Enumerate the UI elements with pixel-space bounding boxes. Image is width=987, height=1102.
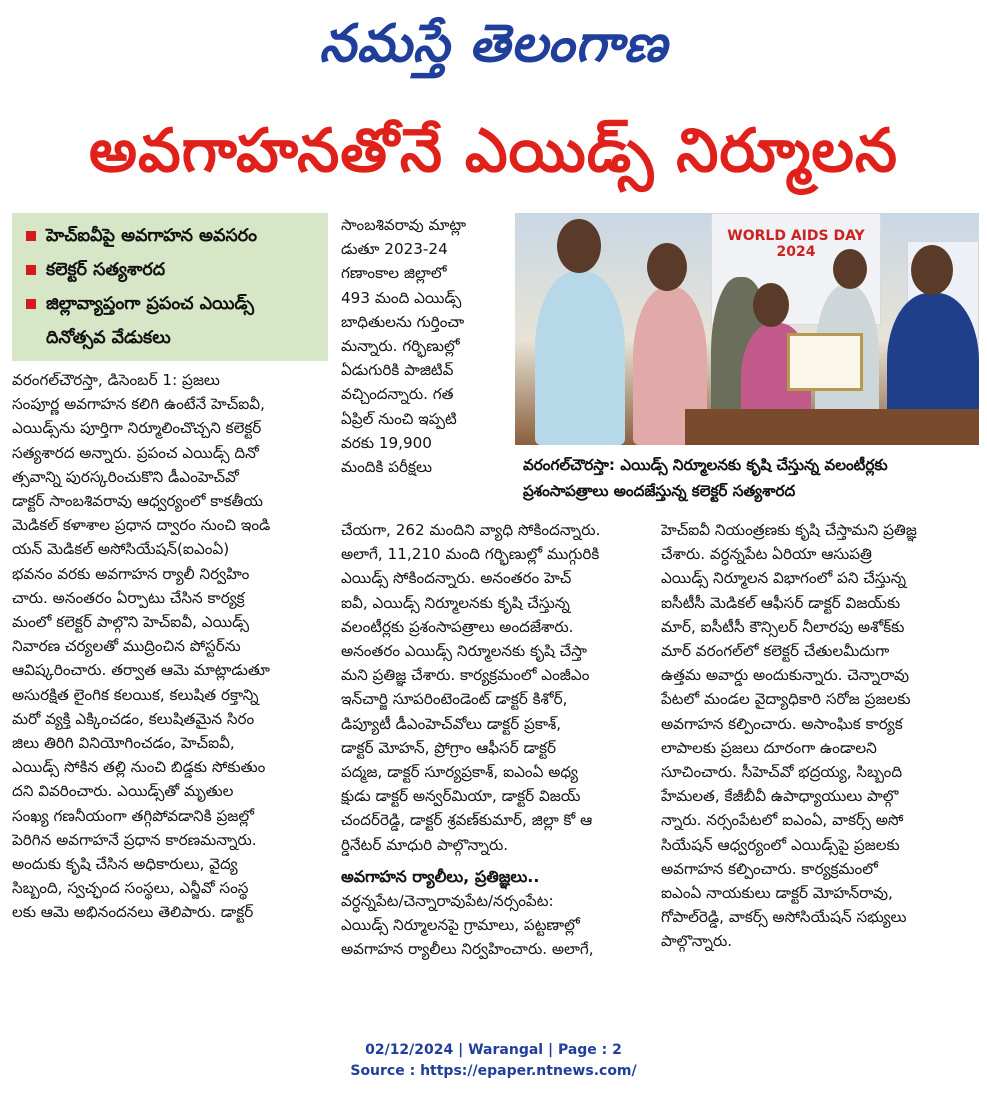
text-line: సంఖ్య గణనీయంగా తగ్గిపోవడానికి ప్రజల్లో bbox=[12, 806, 254, 825]
text-line: అలాగే, 11,210 మంది గర్భిణుల్లో ముగ్గురికి bbox=[341, 545, 600, 564]
text-line: ఐసీటీసీ మెడికల్ ఆఫీసర్ డాక్టర్ విజయ్‌కు bbox=[661, 593, 901, 612]
text-line: ఐఎంఏ నాయకులు డాక్టర్ మోహన్‌రావు, bbox=[661, 884, 893, 903]
text-line: డాక్టర్ సాంబశివరావు ఆధ్వర్యంలో కాకతీయ bbox=[12, 492, 263, 511]
text-line: డాక్టర్ మోహన్, ప్రోగ్రాం ఆఫీసర్ డాక్టర్ bbox=[341, 738, 557, 757]
bullet-icon bbox=[26, 299, 36, 309]
text-line: సూచించారు. సీహెచ్‌వో భద్రయ్య, సిబ్బంది bbox=[661, 763, 903, 782]
text-line: చారు. అనంతరం ఏర్పాటు చేసిన కార్యక్ర bbox=[12, 588, 245, 607]
text-line: మంలో కలెక్టర్ పాల్గొని హెచ్ఐవీ, ఎయిడ్స్ bbox=[12, 613, 250, 632]
text-line: దని వివరించారు. ఎయిడ్స్‌తో మృతుల bbox=[12, 782, 234, 801]
text-line: ఉత్తమ అవార్డు అందుకున్నారు. చెన్నారావు bbox=[661, 666, 910, 685]
text-line: క్షుడు డాక్టర్ అన్వర్‌మియా, డాక్టర్ విజయ్ bbox=[341, 787, 581, 806]
text-line: ఆవిష్కరించారు. తర్వాత ఆమె మాట్లాడుతూ bbox=[12, 661, 270, 680]
text-line: గణాంకాల జిల్లాలో bbox=[341, 264, 447, 283]
text-line: ఐవీ, ఎయిడ్స్ నిర్మూలనకు కృషి చేస్తున్న bbox=[341, 593, 570, 612]
person-head bbox=[911, 245, 953, 295]
page-footer bbox=[0, 1040, 987, 1082]
text-line: పద్మజ, డాక్టర్ సూర్యప్రకాశ్, ఐఎంఏ అధ్య bbox=[341, 763, 578, 782]
highlight-item: హెచ్ఐవీపై అవగాహన అవసరం bbox=[26, 219, 320, 253]
text-line: అనంతరం ఎయిడ్స్ నిర్మూలనకు కృషి చేస్తా bbox=[341, 642, 587, 661]
text-line: అవగాహన కల్పించారు. అసాంఘిక కార్యక bbox=[661, 714, 903, 733]
article-column-3 bbox=[661, 518, 977, 954]
text-line: డుతూ 2023-24 bbox=[341, 240, 448, 259]
text-line: వర్ధన్నపేట/చెన్నారావుపేట/నర్సంపేట: bbox=[341, 892, 554, 911]
text-line: గోపాల్‌రెడ్డి, వాకర్స్ అసోసియేషన్ సభ్యులు bbox=[661, 908, 907, 927]
text-line: అందుకు కృషి చేసిన అధికారులు, వైద్య bbox=[12, 855, 238, 874]
article-headline: అవగాహనతోనే ఎయిడ్స్ నిర్మూలన bbox=[89, 116, 898, 186]
highlight-item: జిల్లావ్యాప్తంగా ప్రపంచ ఎయిడ్స్ bbox=[26, 287, 320, 321]
text-line: చేయగా, 262 మందిని వ్యాధి సోకిందన్నారు. bbox=[341, 521, 601, 539]
text-line: వచ్చిందన్నారు. గత bbox=[341, 385, 454, 404]
text-line: త్సవాన్ని పురస్కరించుకొని డీఎంహెచ్‌వో bbox=[12, 467, 239, 486]
text-line: లాపాలకు ప్రజలు దూరంగా ఉండాలని bbox=[661, 738, 877, 757]
article-column-2-top bbox=[341, 213, 504, 479]
text-line: పాల్గొన్నారు. bbox=[661, 932, 733, 951]
text-line: చందర్‌రెడ్డి, డాక్టర్ శ్రవణ్‌కుమార్, జిల్లా కో ఆ bbox=[341, 811, 593, 830]
text-line: యన్ మెడికల్ అసోసియేషన్(ఐఎంఏ) bbox=[12, 540, 230, 559]
event-photo bbox=[515, 213, 979, 445]
text-line: పెరిగిన అవగాహనే ప్రధాన కారణమన్నారు. bbox=[12, 830, 257, 849]
text-line: లకు ఆమె అభినందనలు తెలిపారు. డాక్టర్ bbox=[12, 903, 254, 922]
text-line: ఎయిడ్స్ సోకిందన్నారు. అనంతరం హెచ్ bbox=[341, 569, 572, 588]
text-line: పేటలో మండల వైద్యాధికారి సరోజ ప్రజలకు bbox=[661, 690, 911, 709]
text-line: అసురక్షిత లైంగిక కలయిక, కలుషిత రక్తాన్ని bbox=[12, 685, 259, 704]
highlight-item: కలెక్టర్ సత్యశారద bbox=[26, 253, 320, 287]
person-head bbox=[753, 283, 789, 327]
text-line: వరకు 19,900 bbox=[341, 433, 432, 452]
person-head bbox=[557, 219, 601, 273]
certificate bbox=[787, 333, 863, 391]
text-line: వలంటీర్లకు ప్రశంసాపత్రాలు అందజేశారు. bbox=[341, 617, 574, 636]
text-line: ఏడుగురికి పాజిటివ్ bbox=[341, 361, 454, 380]
text-line: ఎయిడ్స్ సోకిన తల్లి నుంచి బిడ్డకు సోకుతుం bbox=[12, 758, 266, 777]
text-line: ఇన్‌చార్జి సూపరింటెండెంట్ డాక్టర్ కిశోర్, bbox=[341, 690, 568, 709]
highlight-item-continued: దినోత్సవ వేడుకలు bbox=[46, 328, 171, 348]
text-line: మందికి పరీక్షలు bbox=[341, 458, 433, 477]
text-line: మార్ వరంగల్‌లో కలెక్టర్ చేతులమీదుగా bbox=[661, 642, 890, 661]
text-line: బాధితులను గుర్తించా bbox=[341, 312, 465, 331]
text-line: ఎయిడ్స్ నిర్మూలనపై గ్రామాలు, పట్టణాల్లో bbox=[341, 916, 580, 935]
article-column-1 bbox=[12, 368, 328, 925]
text-line: వరంగల్‌చౌరస్తా, డిసెంబర్ 1: ప్రజలు bbox=[12, 371, 220, 389]
text-line: ఎయిడ్స్‌ను పూర్తిగా నిర్మూలించొచ్చని కలెక్టర్ bbox=[12, 419, 262, 438]
text-line: న్నారు. నర్సంపేటలో ఐఎంఏ, వాకర్స్ అసో bbox=[661, 811, 904, 830]
text-line: అవగాహన ర్యాలీలు నిర్వహించారు. అలాగే, bbox=[341, 940, 594, 959]
bullet-icon bbox=[26, 231, 36, 241]
text-line: 493 మంది ఎయిడ్స్ bbox=[341, 288, 462, 307]
text-line: మెడికల్ కళాశాల ప్రధాన ద్వారం నుంచి ఇండి bbox=[12, 516, 271, 535]
banner-text: WORLD AIDS DAY 2024 bbox=[727, 228, 865, 260]
text-line: హేమలత, కేజీబీవీ ఉపాధ్యాయులు పాల్గొ bbox=[661, 787, 899, 806]
article-column-2 bbox=[341, 518, 652, 962]
highlights-box bbox=[12, 213, 328, 361]
text-line: జిలు తిరిగి వినియోగించడం, హెచ్ఐవీ, bbox=[12, 734, 235, 753]
text-line: హెచ్ఐవీ నియంత్రణకు కృషి చేస్తామని ప్రతిజ్ఞ bbox=[661, 521, 917, 539]
footer-source-line: Source : https://epaper.ntnews.com/ bbox=[350, 1063, 637, 1079]
subheading: అవగాహన ర్యాలీలు, ప్రతిజ్ఞలు.. bbox=[341, 866, 540, 886]
text-line: మన్నారు. గర్భిణుల్లో bbox=[341, 337, 460, 356]
table bbox=[685, 409, 979, 445]
person-figure bbox=[535, 271, 625, 445]
text-line: సియేషన్ ఆధ్వర్యంలో ఎయిడ్స్‌పై ప్రజలకు bbox=[661, 835, 900, 854]
person-head bbox=[833, 249, 867, 289]
text-line: మార్, ఐసీటీసీ కౌన్సిలర్ నీలారపు అశోక్‌కు bbox=[661, 617, 905, 636]
text-line: సత్యశారద అన్నారు. ప్రపంచ ఎయిడ్స్ దినో bbox=[12, 443, 259, 462]
text-line: సిబ్బంది, స్వచ్ఛంద సంస్థలు, ఎన్జీవో సంస్థ bbox=[12, 879, 249, 898]
text-line: డిప్యూటీ డీఎంహెచ్‌వోలు డాక్టర్ ప్రకాశ్, bbox=[341, 714, 562, 733]
text-line: మని ప్రతిజ్ఞ చేశారు. కార్యక్రమంలో ఎంజీఎం bbox=[341, 666, 590, 685]
text-line: భవనం వరకు అవగాహన ర్యాలీ నిర్వహిం bbox=[12, 564, 250, 583]
text-line: ఏప్రిల్ నుంచి ఇప్పటి bbox=[341, 409, 457, 428]
text-line: చేశారు. వర్ధన్నపేట ఏరియా ఆసుపత్రి bbox=[661, 545, 872, 564]
text-line: నివారణ చర్యలతో ముద్రించిన పోస్టర్‌ను bbox=[12, 637, 241, 656]
text-line: ర్డినేటర్ మాధురి పాల్గొన్నారు. bbox=[341, 835, 509, 854]
footer-edition-line: 02/12/2024 | Warangal | Page : 2 bbox=[365, 1042, 622, 1058]
photo-caption: వరంగల్‌చౌరస్తా: ఎయిడ్స్ నిర్మూలనకు కృషి చేస్తున్న వలంటీర్లకు ప్రశంసాపత్రాలు అందజేస్తున్న కలెక్టర్ సత్యశారద bbox=[523, 456, 888, 500]
newspaper-masthead: నమస్తే తెలంగాణ bbox=[319, 14, 668, 74]
bullet-icon bbox=[26, 265, 36, 275]
person-head bbox=[647, 243, 687, 291]
text-line: అవగాహన కల్పించారు. కార్యక్రమంలో bbox=[661, 859, 878, 878]
text-line: మరో వ్యక్తి ఎక్కించడం, కలుషితమైన సిరం bbox=[12, 709, 255, 728]
text-line: ఎయిడ్స్ నిర్మూలన విభాగంలో పని చేస్తున్న bbox=[661, 569, 906, 588]
text-line: సాంబశివరావు మాట్లా bbox=[341, 216, 467, 234]
text-line: సంపూర్ణ అవగాహన కలిగి ఉంటేనే హెచ్ఐవీ, bbox=[12, 395, 265, 414]
